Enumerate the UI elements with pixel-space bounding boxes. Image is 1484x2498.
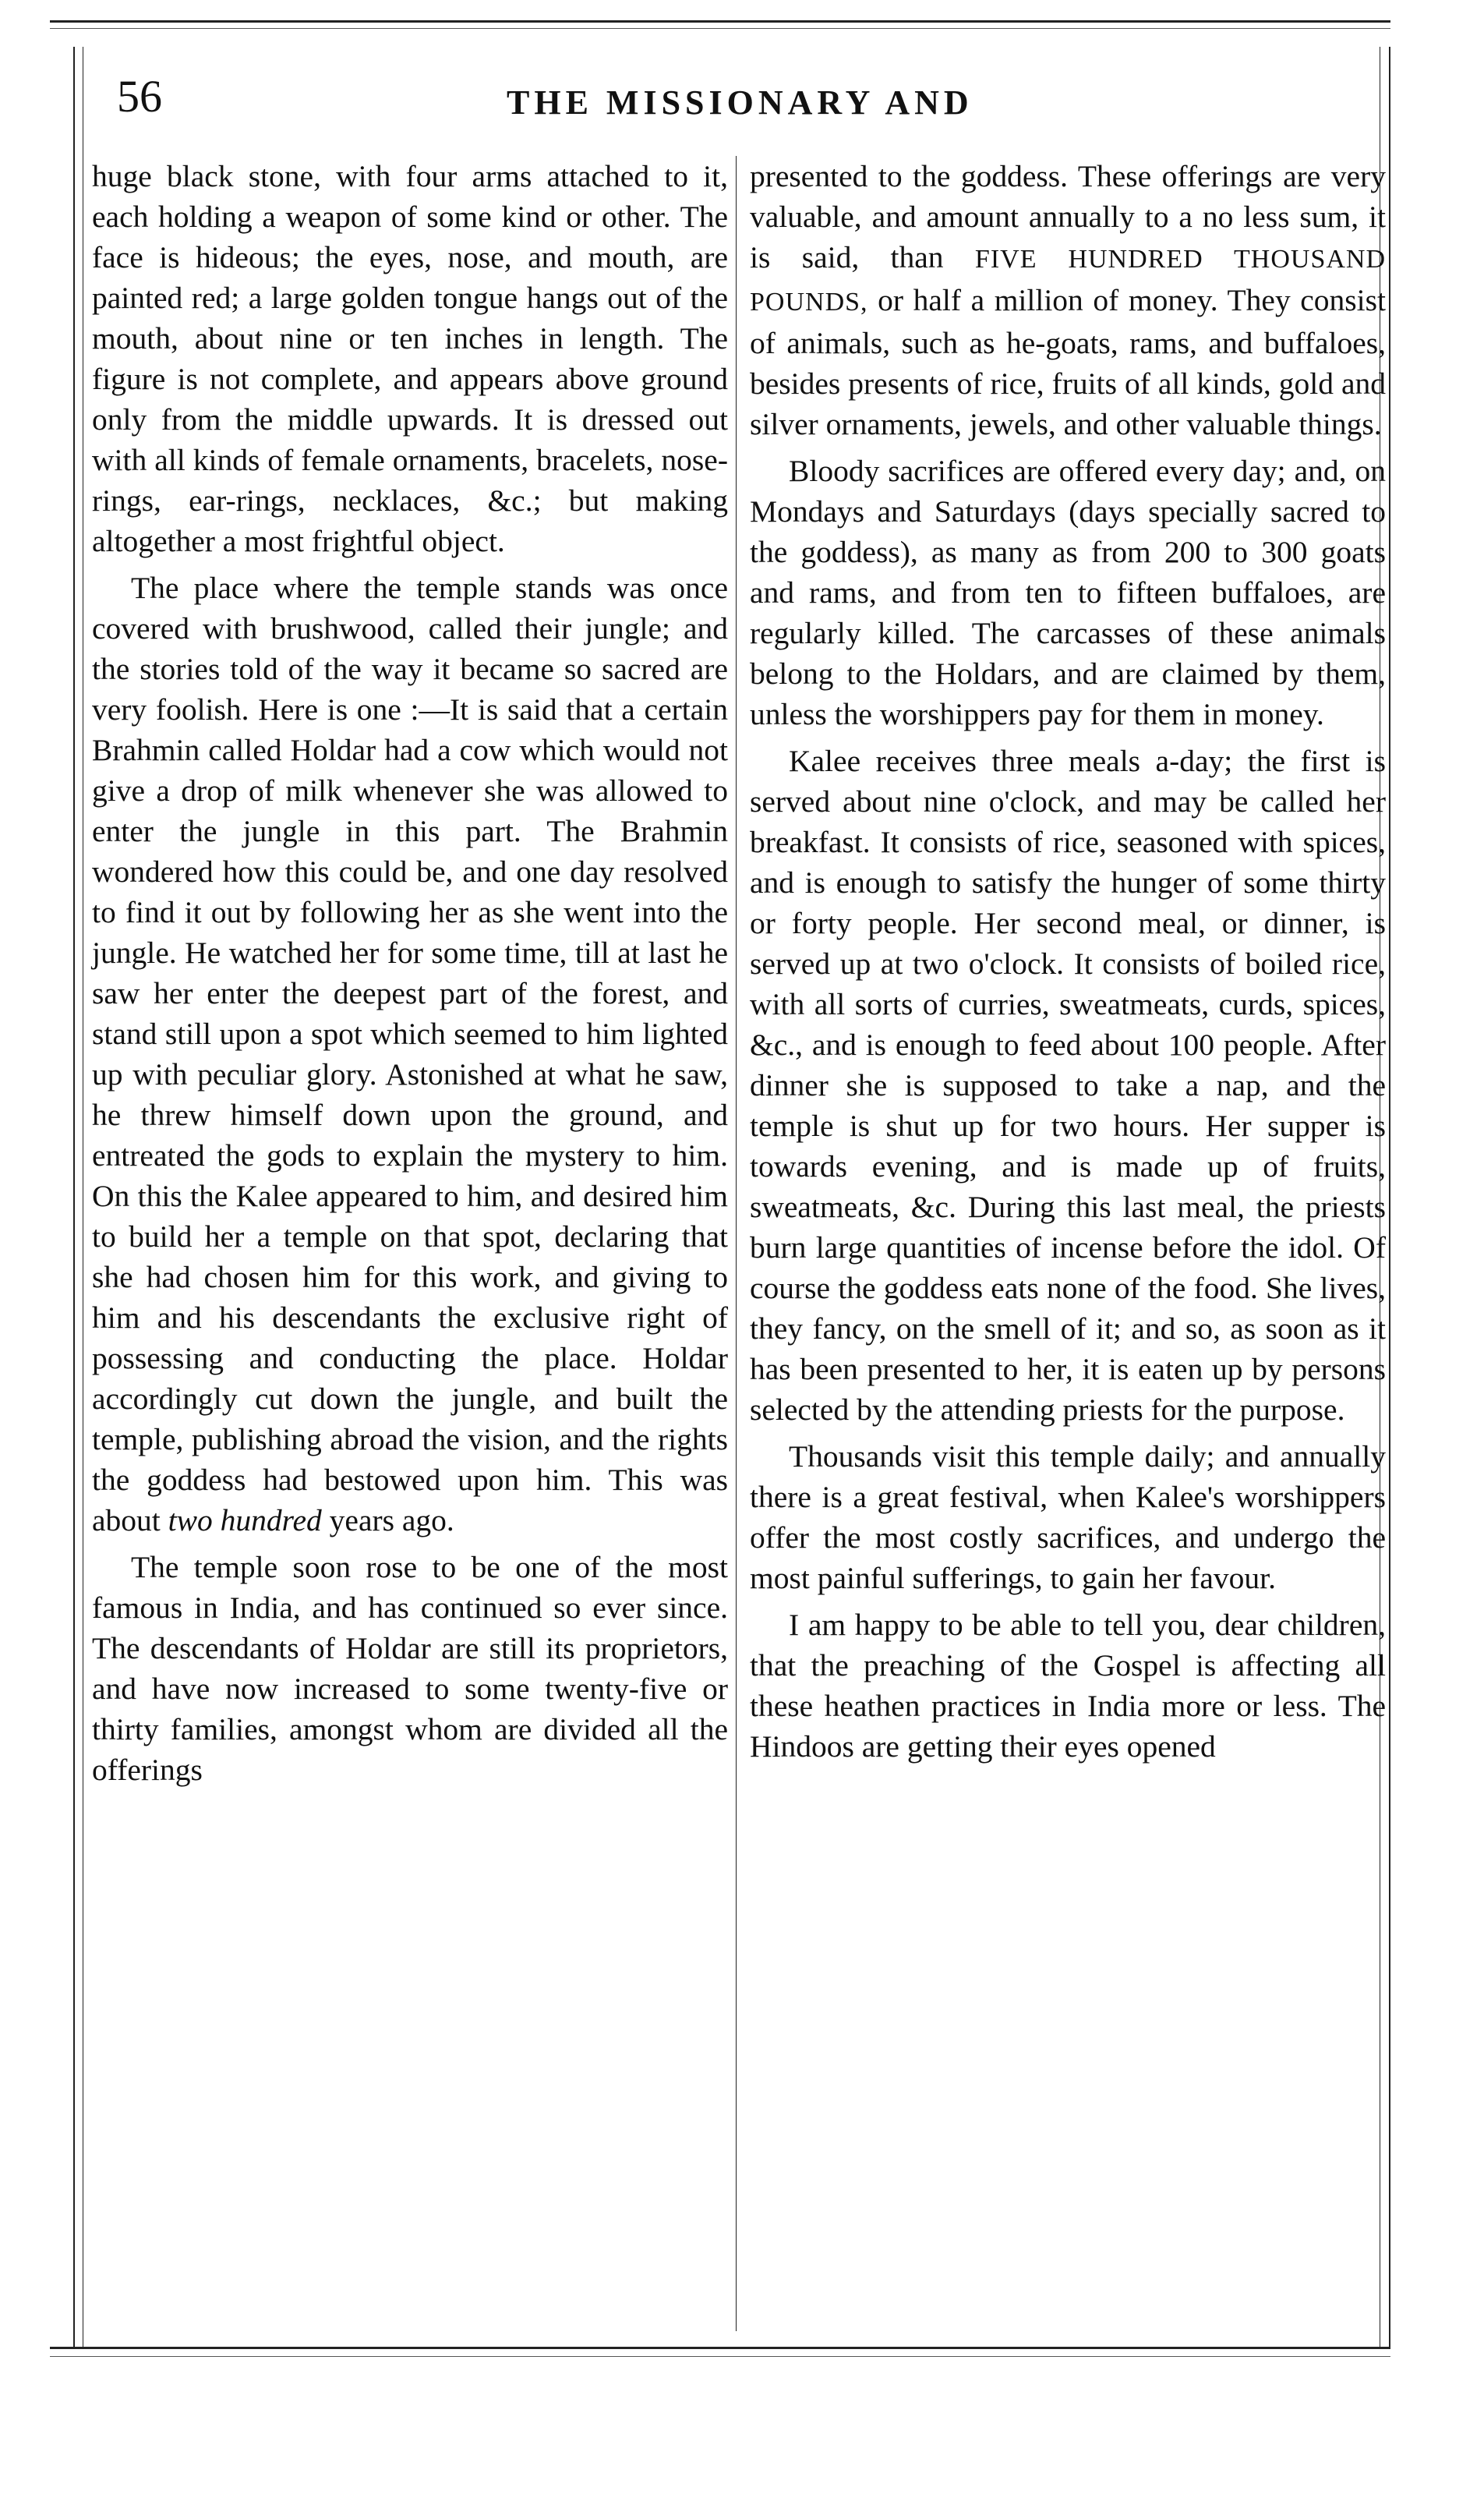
right-column [750,156,1386,1767]
paragraph: Bloody sacrifices are offered every day; and, on Mondays and Saturdays (days specially sacred to the goddess), as many as from 200 to 300 goats and rams, and from ten to fifteen buffaloes, are regularly killed. The carcasses of these animals belong to the Holdars, and are claimed by them, unless the worshippers pay for them in money. [750,454,1386,731]
page-number: 56 [117,71,162,122]
page-header [101,70,1364,140]
left-border-rule [73,47,75,2347]
paragraph: huge black stone, with four arms attached to it, each holding a weapon of some kind or other. The face is hideous; the eyes, nose, and mouth, are painted red; a large golden tongue hangs out of the mouth, about nine or ten inches in length. The figure is not complete, and appears above ground only from the middle upwards. It is dressed out with all kinds of female ornaments, bracelets, nose-rings, ear-rings, necklaces, &c.; but making altogether a most frightful object. [92,159,728,558]
column-divider [736,156,737,2331]
top-border-rule [50,20,1390,23]
paragraph-text: The place where the temple stands was once covered with brushwood, called their jungle; and the stories told of the way it became so sacred are very foolish. Here is one :—It is said that a certain Brahmin called Holdar had a cow which would not give a drop of milk whenever she was allowed to enter the jungle in this part. The Brahmin wondered how this could be, and one day resolved to find it out by following her as she went into the jungle. He watched her for some time, till at last he saw her enter the deepest part of the forest, and stand still upon a spot which seemed to him lighted up with peculiar glory. Astonished at what he saw, he threw himself down upon the ground, and entreated the gods to explain the mystery to him. On this the Kalee appeared to him, and desired him to build her a temple on that spot, declaring that she had chosen him for this work, and giving to him and his descendants the exclusive right of possessing and conducting the place. Holdar accordingly cut down the jungle, and built the temple, publishing abroad the vision, and the rights the goddess had bestowed upon him. This was about [92,571,728,1537]
top-border-rule-thin [50,28,1390,29]
paragraph-text-end: years ago. [321,1503,454,1537]
small-caps-text: FIVE HUNDRED THOUSAND POUNDS, [750,245,1387,317]
paragraph-text: presented to the goddess. These offerings are very valuable, and amount annually to a no less sum, it is said, than [750,159,1386,274]
paragraph: The temple soon rose to be one of the most famous in India, and has continued so ever since. The descendants of Holdar are still its proprietors, and have now increased to some twenty-five or thirty families, amongst whom are divided all the offerings [92,1550,728,1787]
bottom-border-rule-thin [50,2356,1390,2357]
paragraph-text-end: or half a million of money. They consist of animals, such as he-goats, rams, and buffaloes, besides presents of rice, fruits of all kinds, gold and silver ornaments, jewels, and other valuable things. [750,283,1386,441]
running-head: THE MISSIONARY AND [507,83,973,122]
paragraph: I am happy to be able to tell you, dear children, that the preaching of the Gospel is affecting all these heathen practices in India more or less. The Hindoos are getting their eyes opened [750,1608,1386,1764]
bottom-border-rule [50,2347,1390,2349]
emphasis-text: two hundred [168,1503,322,1537]
left-column [92,156,728,1790]
right-border-rule [1389,47,1390,2347]
paragraph [92,568,728,1541]
paragraph [750,156,1386,444]
paragraph: Thousands visit this temple daily; and annually there is a great festival, when Kalee's worshippers offer the most costly sacrifices, and undergo the most painful sufferings, to gain her favour. [750,1439,1386,1595]
paragraph: Kalee receives three meals a-day; the first is served about nine o'clock, and may be called her breakfast. It consists of rice, seasoned with spices, and is enough to satisfy the hunger of some thirty or forty people. Her second meal, or dinner, is served up at two o'clock. It consists of boiled rice, with all sorts of curries, sweatmeats, curds, spices, &c., and is enough to feed about 100 people. After dinner she is supposed to take a nap, and the temple is shut up for two hours. Her supper is towards evening, and is made up of fruits, sweatmeats, &c. During this last meal, the priests burn large quantities of incense before the idol. Of course the goddess eats none of the food. She lives, they fancy, on the smell of it; and so, as soon as it has been presented to her, it is eaten up by persons selected by the attending priests for the purpose. [750,744,1386,1427]
